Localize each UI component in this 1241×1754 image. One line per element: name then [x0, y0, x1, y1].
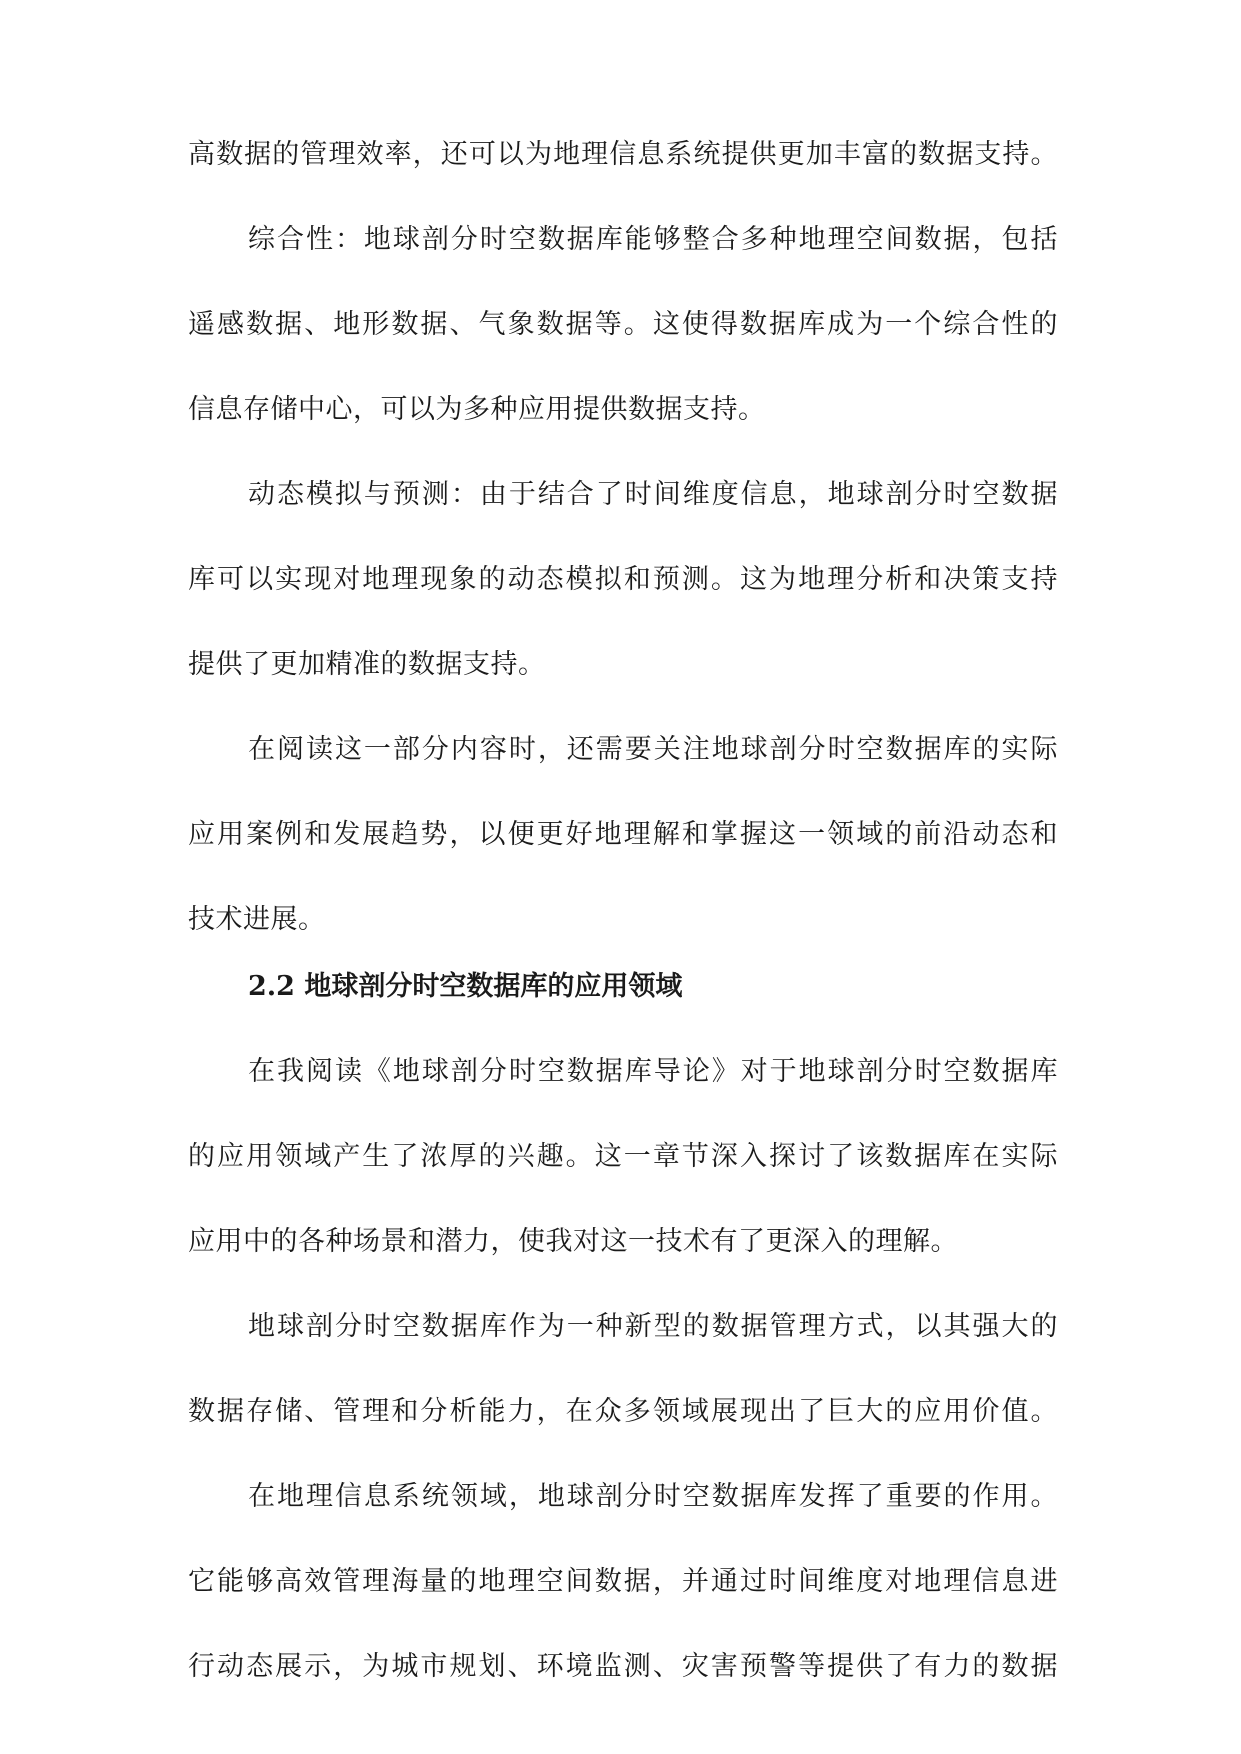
section-heading: 2.2 地球剖分时空数据库的应用领域	[248, 971, 683, 1002]
paragraph-line: 高数据的管理效率，还可以为地理信息系统提供更加丰富的数据支持。	[188, 139, 1058, 170]
paragraph-line: 在我阅读《地球剖分时空数据库导论》对于地球剖分时空数据库	[248, 1056, 1058, 1087]
paragraph-line: 动态模拟与预测：由于结合了时间维度信息，地球剖分时空数据	[248, 479, 1058, 510]
paragraph-line: 库可以实现对地理现象的动态模拟和预测。这为地理分析和决策支持	[188, 564, 1058, 595]
paragraph-line: 遥感数据、地形数据、气象数据等。这使得数据库成为一个综合性的	[188, 309, 1058, 340]
paragraph-line: 在阅读这一部分内容时，还需要关注地球剖分时空数据库的实际	[248, 734, 1058, 765]
paragraph-line: 信息存储中心，可以为多种应用提供数据支持。	[188, 394, 766, 425]
paragraph-line: 地球剖分时空数据库作为一种新型的数据管理方式，以其强大的	[248, 1311, 1058, 1342]
paragraph-line: 的应用领域产生了浓厚的兴趣。这一章节深入探讨了该数据库在实际	[188, 1141, 1058, 1172]
paragraph-line: 它能够高效管理海量的地理空间数据，并通过时间维度对地理信息进	[188, 1566, 1058, 1597]
paragraph-line: 提供了更加精准的数据支持。	[188, 649, 546, 680]
paragraph-line: 应用中的各种场景和潜力，使我对这一技术有了更深入的理解。	[188, 1226, 958, 1257]
paragraph-line: 行动态展示，为城市规划、环境监测、灾害预警等提供了有力的数据	[188, 1651, 1058, 1682]
paragraph-line: 在地理信息系统领域，地球剖分时空数据库发挥了重要的作用。	[248, 1481, 1058, 1512]
paragraph-line: 数据存储、管理和分析能力，在众多领域展现出了巨大的应用价值。	[188, 1396, 1058, 1427]
paragraph-line: 综合性：地球剖分时空数据库能够整合多种地理空间数据，包括	[248, 224, 1058, 255]
paragraph-line: 技术进展。	[188, 904, 326, 935]
paragraph-line: 应用案例和发展趋势，以便更好地理解和掌握这一领域的前沿动态和	[188, 819, 1058, 850]
